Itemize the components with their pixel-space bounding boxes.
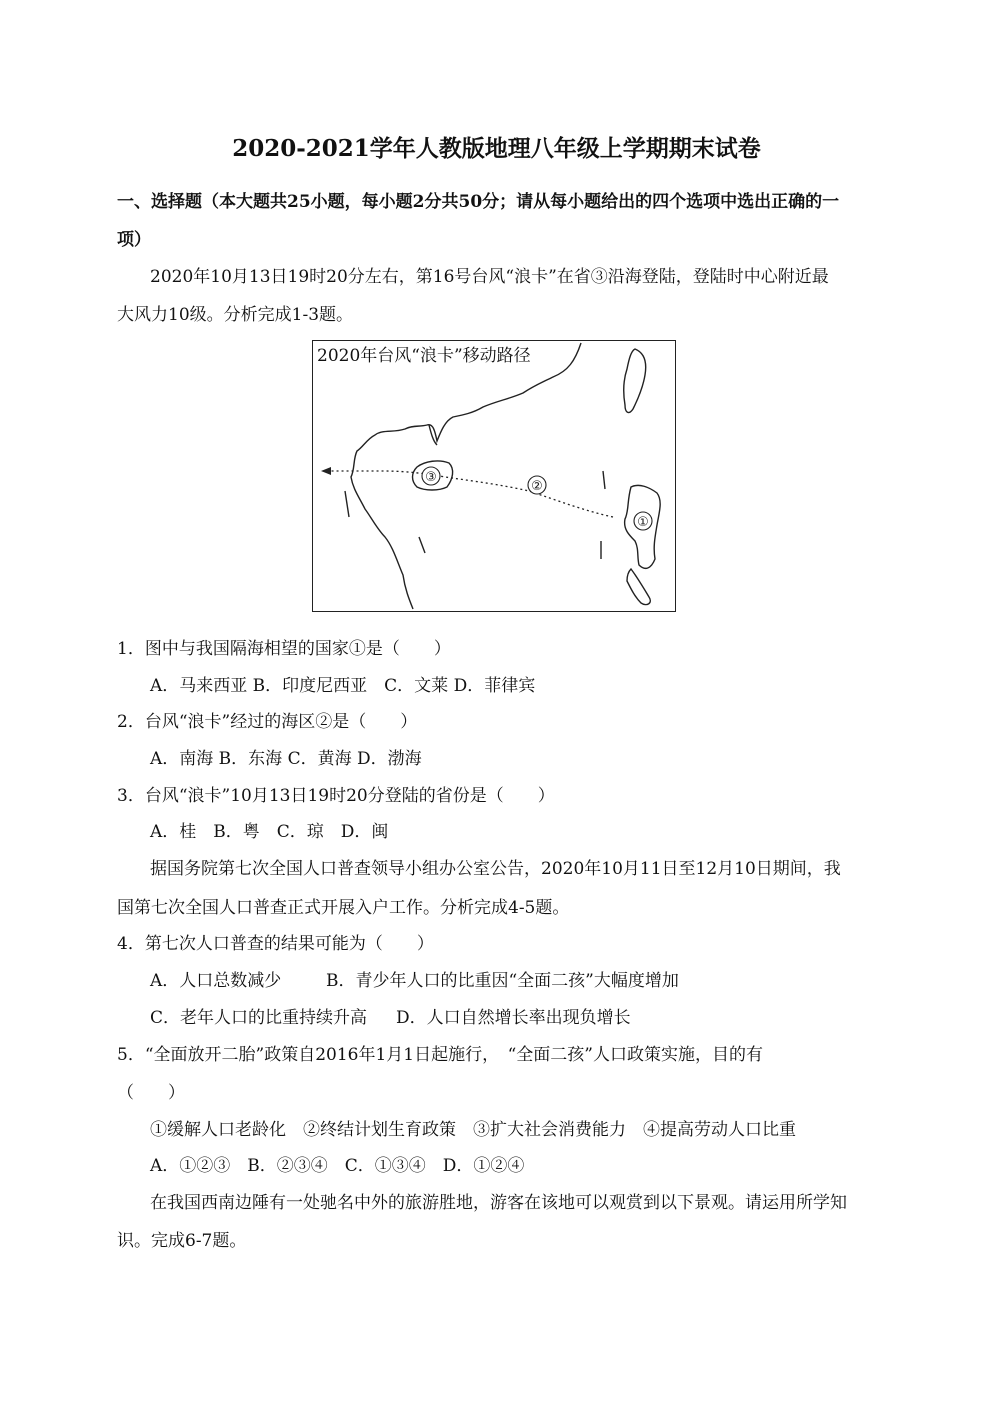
q5-options: A．①②③ B．②③④ C．①③④ D．①②④ bbox=[150, 1156, 525, 1176]
q5-stem: 5．“全面放开二胎”政策自2016年1月1日起施行， “全面二孩”人口政策实施，目的有 bbox=[117, 1045, 763, 1065]
q4-stem: 4．第七次人口普查的结果可能为（ ） bbox=[117, 934, 434, 954]
q2-stem: 2．台风“浪卡”经过的海区②是（ ） bbox=[117, 712, 418, 732]
label-2: ② bbox=[531, 479, 543, 494]
q1-options: A．马来西亚 B．印度尼西亚 C．文莱 D．菲律宾 bbox=[150, 676, 536, 696]
q4-option-b: B．青少年人口的比重因“全面二孩”大幅度增加 bbox=[326, 971, 679, 991]
q4-option-a: A．人口总数减少 bbox=[150, 971, 282, 991]
q1-stem: 1．图中与我国隔海相望的国家①是（ ） bbox=[117, 639, 451, 659]
q3-options: A．桂 B．粤 C．琼 D．闽 bbox=[150, 822, 389, 842]
q4-option-c: C．老年人口的比重持续升高 bbox=[150, 1008, 368, 1028]
typhoon-path bbox=[327, 471, 613, 517]
q5-paren: （ ） bbox=[117, 1083, 185, 1103]
section-heading-line2: 项） bbox=[117, 230, 151, 250]
q3-stem: 3．台风“浪卡”10月13日19时20分登陆的省份是（ ） bbox=[117, 786, 555, 806]
typhoon-path-map bbox=[312, 340, 676, 612]
map-drawing bbox=[313, 341, 674, 610]
intro1-line1: 2020年10月13日19时20分左右，第16号台风“浪卡”在省③沿海登陆，登陆时中心附近最 bbox=[150, 267, 829, 287]
q5-items: ①缓解人口老龄化 ②终结计划生育政策 ③扩大社会消费能力 ④提高劳动人口比重 bbox=[150, 1120, 796, 1140]
label-1: ① bbox=[637, 515, 649, 530]
intro2-line1: 据国务院第七次全国人口普查领导小组办公室公告，2020年10月11日至12月10日期间，我 bbox=[150, 859, 841, 879]
label-3: ③ bbox=[425, 470, 437, 485]
mainland-coastline bbox=[351, 343, 581, 609]
intro2-line2: 国第七次全国人口普查正式开展入户工作。分析完成4-5题。 bbox=[117, 898, 570, 918]
philippines-mindoro bbox=[627, 569, 650, 605]
q2-options: A．南海 B．东海 C．黄海 D．渤海 bbox=[150, 749, 422, 769]
intro3-line2: 识。完成6-7题。 bbox=[117, 1231, 247, 1251]
taiwan-island bbox=[624, 349, 646, 412]
exam-title: 2020-2021学年人教版地理八年级上学期期末试卷 bbox=[232, 135, 761, 162]
q4-option-d: D．人口自然增长率出现负增长 bbox=[396, 1008, 631, 1028]
intro1-line2: 大风力10级。分析完成1-3题。 bbox=[117, 305, 354, 325]
path-arrowhead bbox=[321, 467, 331, 475]
section-heading-line1: 一、选择题（本大题共25小题，每小题2分共50分；请从每小题给出的四个选项中选出正确的一 bbox=[117, 192, 840, 212]
map-title: 2020年台风“浪卡”移动路径 bbox=[317, 346, 531, 366]
intro3-line1: 在我国西南边陲有一处驰名中外的旅游胜地，游客在该地可以观赏到以下景观。请运用所学知 bbox=[150, 1193, 847, 1213]
